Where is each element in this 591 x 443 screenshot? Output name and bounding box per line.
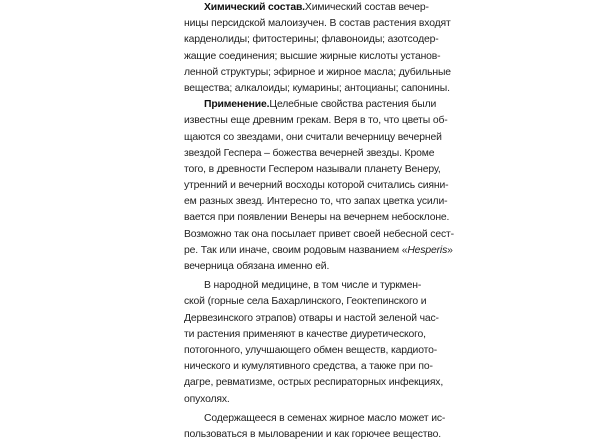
text-line: опухолях. <box>184 393 230 405</box>
text-line: карденолиды; фитостерины; флавоноиды; азотсодер- <box>184 34 439 46</box>
text-line: ем разных звезд. Интересно то, что запах цветка усили- <box>184 196 448 208</box>
section-heading: Применение. <box>204 99 270 111</box>
text-line: утренний и вечерний восходы которой считались сияни- <box>184 180 449 192</box>
text-line <box>184 97 437 113</box>
text-line: звездой Геспера – божества вечерней звезды. Кроме <box>184 147 435 159</box>
text-line <box>184 0 429 16</box>
article-page <box>184 0 454 443</box>
text-line: Дервезинского этрапов) отвары и настой зеленой час- <box>184 312 439 324</box>
text-line: Возможно так она посылает привет своей небесной сест- <box>184 228 454 240</box>
text-fragment: Целебные свойства растения были <box>269 99 437 111</box>
latin-genus-name: Hesperis <box>407 244 448 256</box>
text-line: пользоваться в мыловарении и как горючее вещество. <box>184 428 441 440</box>
text-line: ской (горные села Бахарлинского, Геоктепинского и <box>184 296 427 308</box>
text-fragment: » <box>447 244 453 256</box>
text-line: потогонного, улучшающего обмен веществ, кардиото- <box>184 344 438 356</box>
text-line <box>184 243 453 259</box>
section-heading: Химический состав. <box>204 2 305 13</box>
text-line: вещества; алкалоиды; кумарины; антоцианы; сапонины. <box>184 82 450 94</box>
text-line: ленной структуры; эфирное и жирное масла; дубильные <box>184 66 451 78</box>
text-line: Содержащееся в семенах жирное масло может ис- <box>204 412 446 424</box>
text-line: дагре, ревматизме, острых респираторных инфекциях, <box>184 377 444 389</box>
text-fragment: ре. Так или иначе, своим родовым названием « <box>184 244 408 256</box>
text-line: нического и кумулятивного средства, а также при по- <box>184 361 433 373</box>
text-line: ницы персидской малоизучен. В состав растения входят <box>184 18 451 30</box>
text-line: вечерница обязана именно ей. <box>184 261 330 272</box>
text-line: вается при появлении Венеры на вечернем небосклоне. <box>184 212 450 224</box>
text-line: щаются со звездами, они считали вечерницу вечерней <box>184 131 442 143</box>
text-fragment: Химический состав вечер- <box>304 2 429 13</box>
text-line: ти растения применяют в качестве диуретического, <box>184 328 426 340</box>
text-line: того, в древности Геспером называли планету Венеру, <box>184 163 441 175</box>
text-fragment <box>184 243 453 259</box>
text-line: жащие соединения; высшие жирные кислоты установ- <box>184 50 441 62</box>
text-line: В народной медицине, в том числе и туркмен- <box>204 280 422 292</box>
text-line: известны еще древним грекам. Веря в то, что цветы об- <box>184 115 448 127</box>
